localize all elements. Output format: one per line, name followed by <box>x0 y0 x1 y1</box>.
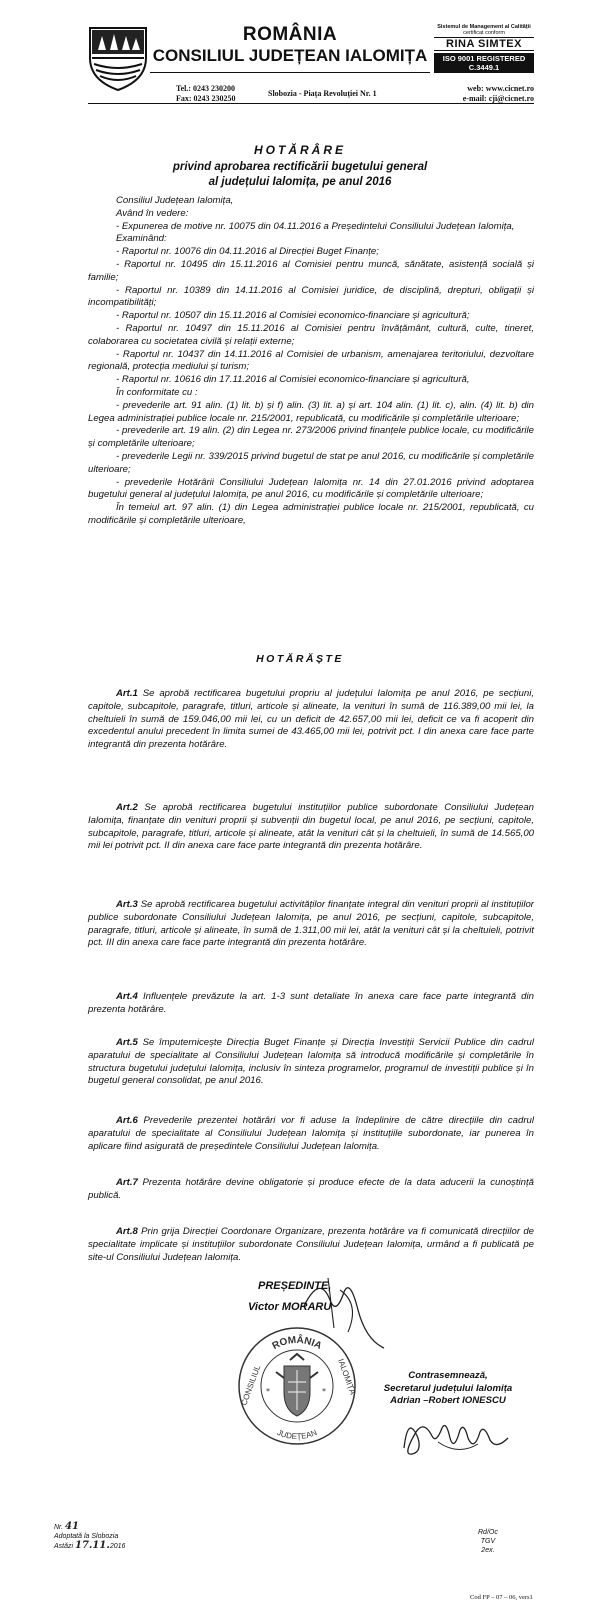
adopted-date-value: 17.11. <box>75 1540 110 1551</box>
adopted-date-line <box>54 1541 125 1551</box>
preamble-line: - prevederile Hotărârii Consiliului Județean Ialomița nr. 14 din 27.01.2016 privind adoptarea bugetului general al județului Ialomița, pe anul 2016, cu modificările și completările ulterioare; <box>88 476 534 501</box>
preamble-line: - Raportul nr. 10495 din 15.11.2016 al Comisiei pentru muncă, sănătate, asistență socială și familie; <box>88 258 534 283</box>
article-text: Se aprobă rectificarea bugetului instituțiilor publice subordonate Consiliului Județean Ialomița, finanțate din venituri proprii și subvenții din bugetul local, pe anul 2016, pe secțiuni, capitole, subcapitole, paragrafe, titluri, articole și alineate, atât la venituri cât și la cheltuieli, în sumă de 14.565,00 mii lei potrivit pct. II din anexa care face parte integrantă din prezenta hotărâre. <box>88 802 534 852</box>
svg-text:ROMÂNIA <box>271 1333 324 1352</box>
countersign-label: Contrasemnează, <box>408 1370 488 1381</box>
registration-number-value: 41 <box>65 1521 79 1532</box>
article-text: Prevederile prezentei hotărâri vor fi aduse la îndeplinire de către direcțiile din cadrul aparatului de specialitate al Consiliului Județean Ialomița și instituțiile subordonate, iar punerea în aplicare fiind asigurată de președintele Consiliului Județean Ialomița. <box>88 1115 534 1152</box>
secretary-role: Secretarul județului Ialomița <box>383 1382 513 1394</box>
article-8 <box>88 1226 534 1264</box>
article-label: Art.2 <box>116 802 138 813</box>
contact-online-block <box>430 84 534 104</box>
preamble-line: Având în vedere: <box>116 207 189 219</box>
drafting-copies: 2ex. <box>481 1547 495 1554</box>
article-text: Se aprobă rectificarea bugetului propriu al județului Ialomița pe anul 2016, pe secțiuni, capitole, subcapitole, paragrafe, titluri, articole și alineate, la venituri în sumă de 116.389,00 mii lei, la cheltuieli în sumă de 159.046,00 mii lei, cu un deficit de 42.657,00 mii lei, deficit ce va fi acoperit din excedentul anului precedent în limita sumei de 43.465,00 mii lei, potrivit pct. I din anexa care face parte integrantă din prezenta hotărâre. <box>88 688 534 751</box>
preamble-line: - prevederile art. 19 alin. (2) din Legea nr. 273/2006 privind finanțele publice locale, cu modificările și completările ulterioare; <box>88 425 534 450</box>
seal-text-bottom: JUDEȚEAN <box>275 1427 319 1442</box>
preamble-line: - Raportul nr. 10389 din 14.11.2016 al Comisiei juridice, de disciplină, drepturi, obligații și incompatibilități; <box>88 284 534 309</box>
contact-email: e-mail: cji@cicnet.ro <box>462 94 534 103</box>
article-label: Art.8 <box>116 1226 138 1237</box>
document-subject <box>0 160 600 190</box>
preamble-line: - prevederile art. 91 alin. (1) lit. b) și f) alin. (3) lit. a) și art. 104 alin. (1) lit. c), alin. (4) lit. b) din Legea administrației publice locale nr. 215/2001, republicată, cu modificările și completările ulterioare; <box>88 399 534 424</box>
preamble-line: - Raportul nr. 10507 din 15.11.2016 al Comisiei economico-financiare și agricultură; <box>116 310 470 322</box>
registration-block <box>54 1522 125 1551</box>
seal-text-right: IALOMIȚA <box>336 1357 358 1396</box>
article-label: Art.6 <box>116 1115 138 1126</box>
drafting-block <box>478 1528 498 1555</box>
article-text: Se împuternicește Direcția Buget Finanțe și Direcția Investiții Servicii Publice din cadrul aparatului de specialitate al Consiliului Județean Ialomița să introducă modificările și completările în structura bugetului județului Ialomița, inclusiv în sinteza programelor, programul de investiții publice și în bugetul general consolidat, pe anul 2016. <box>88 1037 534 1087</box>
article-text: Prin grija Direcției Coordonare Organizare, prezenta hotărâre va fi comunicată direcțiilor de specialitate implicate și instituțiilor subordonate Consiliului Județean Ialomița, urmând a fi publicată pe site-ul Consiliului Județean Ialomița. <box>88 1226 534 1263</box>
article-text: Prezenta hotărâre devine obligatorie și produce efecte de la data aducerii la cunoștință publică. <box>88 1177 534 1201</box>
drafting-code: TGV <box>480 1538 496 1545</box>
seal-text-left: CONSILIUL <box>239 1363 263 1407</box>
article-6 <box>88 1115 534 1153</box>
preamble-line: - Raportul nr. 10616 din 17.11.2016 al Comisiei economico-financiare și agricultură, <box>116 374 470 386</box>
preamble <box>88 195 534 528</box>
article-5 <box>88 1037 534 1088</box>
county-coat-of-arms-icon <box>88 24 148 92</box>
today-label: Astăzi <box>54 1543 74 1550</box>
article-3 <box>88 899 534 950</box>
preamble-line: - prevederile Legii nr. 339/2015 privind bugetul de stat pe anul 2016, cu modificările și completările ulterioare; <box>88 450 534 475</box>
quality-certification-badge <box>434 24 534 74</box>
preamble-line: Consiliul Județean Ialomița, <box>116 195 234 206</box>
preamble-line: În conformitate cu : <box>116 386 198 398</box>
article-label: Art.5 <box>116 1037 138 1048</box>
decision-heading: HOTĂRĂȘTE <box>256 653 344 665</box>
article-4 <box>88 991 534 1017</box>
header-title-rule <box>150 72 430 73</box>
form-code: Cod FP – 07 – 06, vers1 <box>470 1594 533 1601</box>
official-seal-icon <box>232 1322 362 1450</box>
contact-address: Slobozia - Piața Revoluției Nr. 1 <box>268 89 377 98</box>
svg-text:JUDEȚEAN <box>276 1428 319 1441</box>
article-text: Influențele prevăzute la art. 1-3 sunt detaliate în anexa care face parte integrantă din prezenta hotărâre. <box>88 991 534 1015</box>
preamble-line: - Expunerea de motive nr. 10075 din 04.11.2016 a Președintelui Consiliului Județean Ialomița, <box>116 220 515 232</box>
document-subject-line-1: privind aprobarea rectificării bugetului general <box>172 161 428 173</box>
contact-fax: Fax: 0243 230250 <box>176 94 236 103</box>
registration-number-label: Nr. <box>54 1524 64 1531</box>
article-1 <box>88 688 534 752</box>
cert-iso: ISO 9001 REGISTERED C.3449.1 <box>434 53 534 73</box>
document-type: HOTĂRÂRE <box>254 143 346 157</box>
preamble-line: - Raportul nr. 10076 din 04.11.2016 al Direcției Buget Finanțe; <box>116 246 379 258</box>
contact-tel: Tel.: 0243 230200 <box>176 84 236 93</box>
article-2 <box>88 802 534 853</box>
preamble-line: Examinând: <box>116 233 167 245</box>
document-subject-line-2: al județului Ialomița, pe anul 2016 <box>208 176 392 188</box>
article-7 <box>88 1177 534 1203</box>
cert-line-2: certificat conform <box>463 30 505 36</box>
svg-text:*: * <box>266 1387 270 1396</box>
preamble-line: - Raportul nr. 10437 din 14.11.2016 al Comisiei de urbanism, amenajarea teritoriului, dezvoltare regională, protecția mediului și turism; <box>88 348 534 373</box>
president-role: PREȘEDINTE, <box>258 1280 332 1292</box>
secretary-signature-icon <box>398 1408 514 1460</box>
adopted-year: 2016 <box>109 1543 126 1550</box>
registration-number-line <box>54 1522 125 1532</box>
header-country: ROMÂNIA <box>242 24 338 45</box>
contact-phone-block <box>176 84 236 104</box>
drafting-initials: Rd/Oc <box>478 1529 498 1536</box>
president-name: Victor MORARU <box>248 1301 332 1313</box>
cert-line-1: Sistemul de Management al Calității <box>437 24 531 30</box>
article-text: Se aprobă rectificarea bugetului activităților finanțate integral din venituri proprii al instituțiilor publice subordonate Consiliului Județean Ialomița, pe anul 2016, pe secțiuni, capitole, subcapitole, paragrafe, titluri, articole și alineate, în sumă de 1.311,00 mii lei, atât la venituri cât și la cheltuieli, potrivit pct. III din anexa care face parte integrantă din prezenta hotărâre. <box>88 899 534 949</box>
article-label: Art.7 <box>116 1177 138 1188</box>
article-label: Art.4 <box>116 991 138 1002</box>
adopted-place: Adoptată la Slobozia <box>54 1533 119 1540</box>
secretary-name: Adrian –Robert IONESCU <box>390 1395 506 1406</box>
svg-text:*: * <box>322 1387 326 1396</box>
header-council-name: CONSILIUL JUDEȚEAN IALOMIȚA <box>152 46 428 65</box>
article-label: Art.1 <box>116 688 138 699</box>
preamble-line: În temeiul art. 97 alin. (1) din Legea administrației publice locale nr. 215/2001, republicată, cu modificările și completările ulterioare, <box>88 502 534 526</box>
cert-brand: RINA SIMTEX <box>434 37 534 51</box>
preamble-line: - Raportul nr. 10497 din 15.11.2016 al Comisiei pentru învățământ, cultură, culte, tineret, colaborarea cu societatea civilă și relații externe; <box>88 322 534 347</box>
header-divider <box>88 103 534 104</box>
countersign-block <box>362 1370 534 1408</box>
article-label: Art.3 <box>116 899 138 910</box>
contact-web: web: www.cicnet.ro <box>467 84 534 93</box>
seal-text-top: ROMÂNIA <box>270 1334 324 1353</box>
